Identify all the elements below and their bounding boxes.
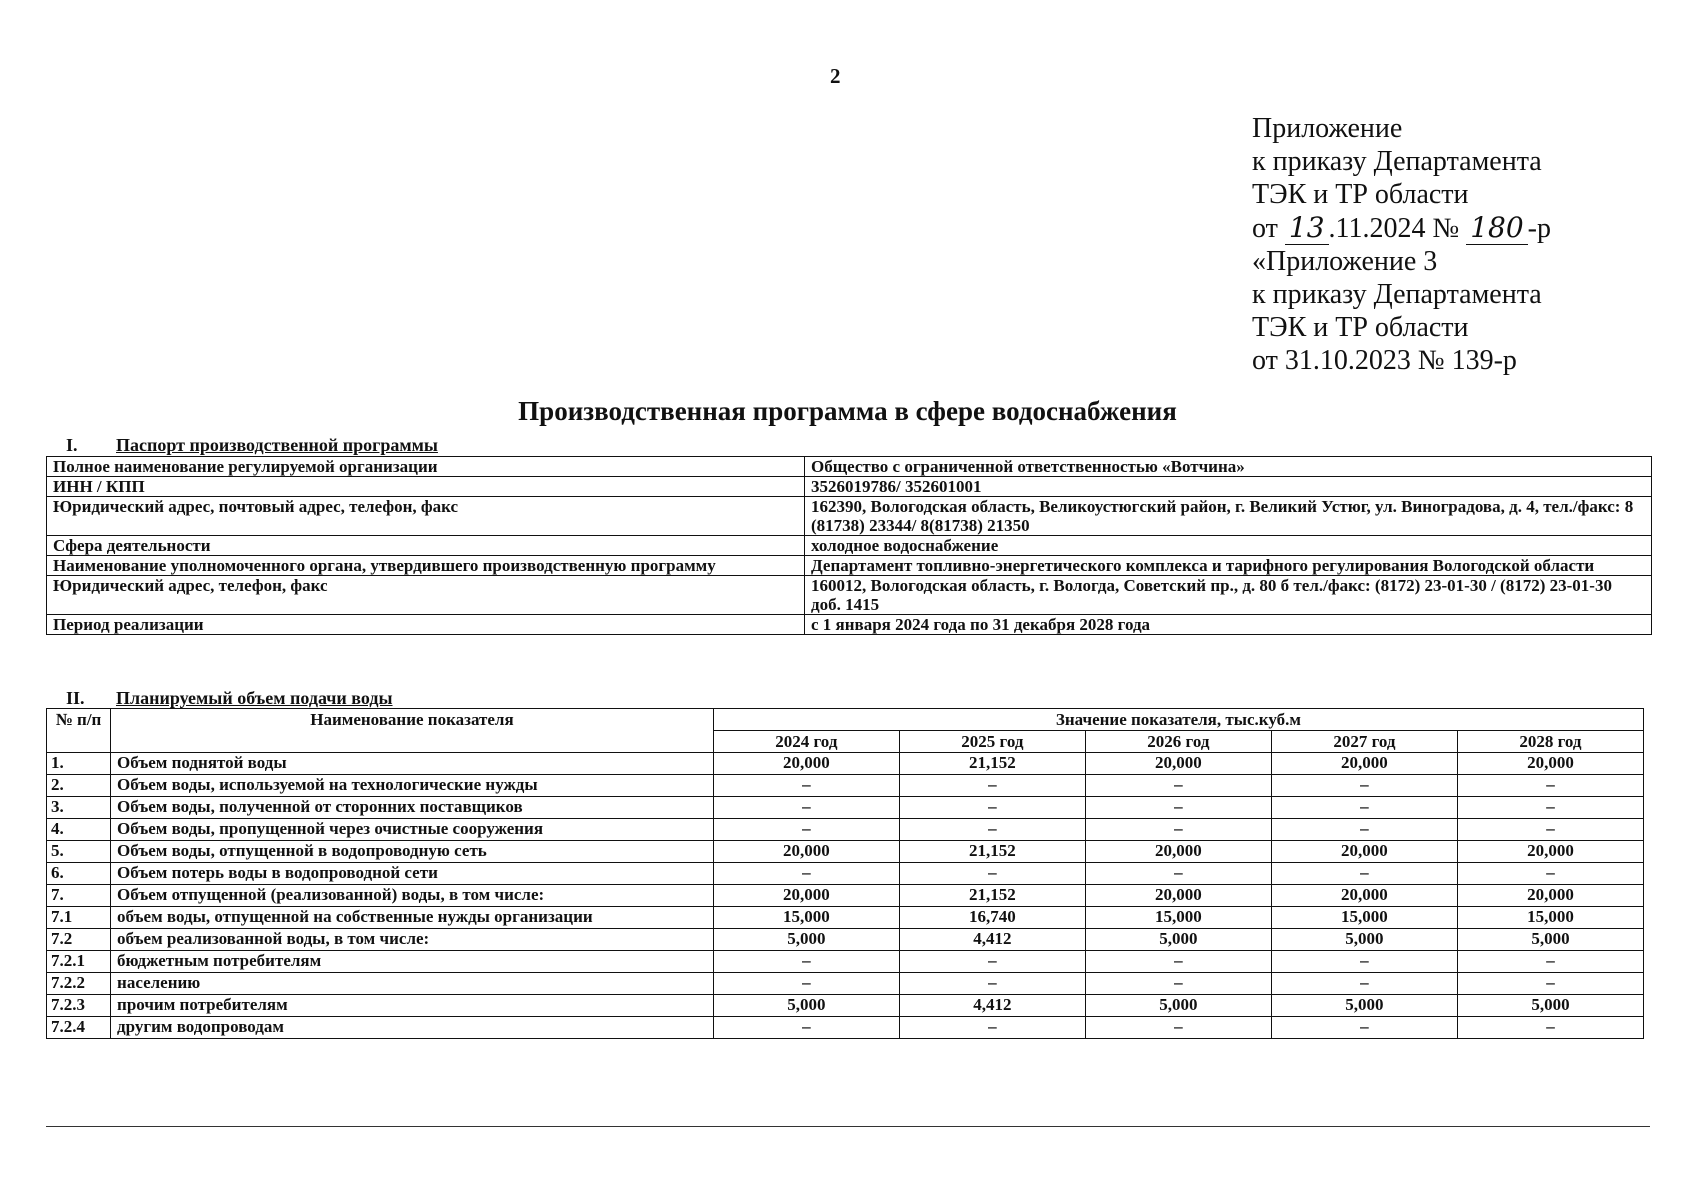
table-row: [47, 929, 1644, 951]
row-name: Объем отпущенной (реализованной) воды, в том числе:: [111, 885, 714, 907]
value-cell: 20,000: [1085, 753, 1271, 775]
row-name: объем воды, отпущенной на собственные нужды организации: [111, 907, 714, 929]
value-cell: –: [1271, 863, 1457, 885]
row-number: 3.: [47, 797, 111, 819]
value-cell: –: [1085, 819, 1271, 841]
value-cell: –: [899, 951, 1085, 973]
annex-line: Приложение: [1252, 113, 1403, 144]
water-volume-table: [46, 708, 1644, 1039]
row-name: Объем воды, отпущенной в водопроводную сеть: [111, 841, 714, 863]
value-cell: –: [899, 797, 1085, 819]
annex-line: к приказу Департамента: [1252, 146, 1542, 177]
row-number: 7.2.4: [47, 1017, 111, 1039]
value-cell: –: [1271, 973, 1457, 995]
annex-line: от 31.10.2023 № 139-р: [1252, 345, 1517, 376]
value-cell: –: [1457, 1017, 1643, 1039]
passport-value: холодное водоснабжение: [805, 536, 1652, 556]
value-cell: 4,412: [899, 995, 1085, 1017]
value-cell: 5,000: [1085, 929, 1271, 951]
column-header-year: 2027 год: [1271, 731, 1457, 753]
column-header-group: Значение показателя, тыс.куб.м: [713, 709, 1643, 731]
table-row: [47, 863, 1644, 885]
value-cell: 5,000: [1271, 995, 1457, 1017]
value-cell: 16,740: [899, 907, 1085, 929]
value-cell: 21,152: [899, 885, 1085, 907]
value-cell: –: [1457, 951, 1643, 973]
value-cell: 20,000: [1085, 885, 1271, 907]
annex-line: к приказу Департамента: [1252, 279, 1542, 310]
annex-line: «Приложение 3: [1252, 246, 1438, 277]
value-cell: –: [899, 973, 1085, 995]
value-cell: –: [1085, 1017, 1271, 1039]
passport-value: 3526019786/ 352601001: [805, 477, 1652, 497]
row-name: объем реализованной воды, в том числе:: [111, 929, 714, 951]
column-header-year: 2028 год: [1457, 731, 1643, 753]
value-cell: 20,000: [713, 841, 899, 863]
value-cell: 15,000: [1457, 907, 1643, 929]
row-number: 7.1: [47, 907, 111, 929]
column-header-year: 2025 год: [899, 731, 1085, 753]
value-cell: 21,152: [899, 841, 1085, 863]
table-row: [47, 753, 1644, 775]
value-cell: –: [1085, 775, 1271, 797]
table-row: [47, 951, 1644, 973]
order-prefix: от: [1252, 213, 1278, 244]
footer-divider: [46, 1126, 1650, 1127]
value-cell: –: [1085, 951, 1271, 973]
value-cell: –: [1271, 775, 1457, 797]
row-number: 7.: [47, 885, 111, 907]
order-day-handwritten: 13: [1285, 211, 1329, 245]
value-cell: 20,000: [1271, 841, 1457, 863]
value-cell: –: [899, 775, 1085, 797]
value-cell: 20,000: [713, 753, 899, 775]
value-cell: –: [1085, 863, 1271, 885]
section-title: Паспорт производственной программы: [116, 435, 438, 455]
value-cell: –: [713, 819, 899, 841]
value-cell: 5,000: [1271, 929, 1457, 951]
value-cell: 5,000: [1085, 995, 1271, 1017]
value-cell: –: [1457, 775, 1643, 797]
value-cell: 20,000: [1457, 885, 1643, 907]
annex-block: [1252, 112, 1551, 377]
value-cell: 5,000: [1457, 929, 1643, 951]
passport-row: [47, 536, 1652, 556]
section-heading-passport: [66, 435, 438, 456]
value-cell: –: [899, 819, 1085, 841]
passport-label: Юридический адрес, почтовый адрес, телефон, факс: [47, 497, 805, 536]
passport-row: [47, 615, 1652, 635]
value-cell: 15,000: [713, 907, 899, 929]
value-cell: –: [713, 973, 899, 995]
value-cell: 5,000: [713, 929, 899, 951]
row-name: населению: [111, 973, 714, 995]
row-number: 7.2.2: [47, 973, 111, 995]
value-cell: –: [713, 1017, 899, 1039]
value-cell: 20,000: [1457, 841, 1643, 863]
value-cell: –: [1457, 797, 1643, 819]
order-date-rest: .11.2024 №: [1328, 213, 1460, 244]
passport-row: [47, 576, 1652, 615]
value-cell: –: [1457, 819, 1643, 841]
value-cell: 20,000: [1271, 753, 1457, 775]
document-title: Производственная программа в сфере водоснабжения: [518, 396, 1177, 426]
annex-line: ТЭК и ТР области: [1252, 312, 1469, 343]
table-row: [47, 797, 1644, 819]
row-name: Объем воды, полученной от сторонних поставщиков: [111, 797, 714, 819]
table-row: [47, 907, 1644, 929]
annex-order-line: [1252, 211, 1551, 245]
row-name: Объем воды, используемой на технологические нужды: [111, 775, 714, 797]
passport-label: ИНН / КПП: [47, 477, 805, 497]
value-cell: –: [1271, 1017, 1457, 1039]
value-cell: –: [899, 1017, 1085, 1039]
table-row: [47, 819, 1644, 841]
table-row: [47, 775, 1644, 797]
row-name: Объем воды, пропущенной через очистные сооружения: [111, 819, 714, 841]
passport-label: Наименование уполномоченного органа, утвердившего производственную программу: [47, 556, 805, 576]
value-cell: –: [1271, 819, 1457, 841]
value-cell: 4,412: [899, 929, 1085, 951]
section-number: II.: [66, 688, 85, 708]
value-cell: 15,000: [1271, 907, 1457, 929]
passport-label: Период реализации: [47, 615, 805, 635]
row-name: бюджетным потребителям: [111, 951, 714, 973]
passport-row: [47, 556, 1652, 576]
passport-value: с 1 января 2024 года по 31 декабря 2028 года: [805, 615, 1652, 635]
table-row: [47, 995, 1644, 1017]
row-number: 7.2.3: [47, 995, 111, 1017]
order-suffix: -р: [1527, 213, 1551, 244]
row-name: другим водопроводам: [111, 1017, 714, 1039]
value-cell: –: [713, 951, 899, 973]
row-number: 6.: [47, 863, 111, 885]
value-cell: –: [1085, 973, 1271, 995]
column-header-number: № п/п: [47, 709, 111, 753]
passport-value: 162390, Вологодская область, Великоустюгский район, г. Великий Устюг, ул. Виноградова, д. 4, тел./факс: 8 (81738) 23344/ 8(81738) 21350: [805, 497, 1652, 536]
row-name: прочим потребителям: [111, 995, 714, 1017]
value-cell: –: [899, 863, 1085, 885]
row-name: Объем поднятой воды: [111, 753, 714, 775]
passport-row: [47, 497, 1652, 536]
value-cell: 5,000: [713, 995, 899, 1017]
value-cell: 20,000: [1271, 885, 1457, 907]
passport-value: 160012, Вологодская область, г. Вологда, Советский пр., д. 80 б тел./факс: (8172) 23-01-30 / (8172) 23-01-30 доб. 1415: [805, 576, 1652, 615]
order-number-handwritten: 180: [1466, 211, 1527, 245]
value-cell: –: [713, 797, 899, 819]
value-cell: 20,000: [1085, 841, 1271, 863]
section-heading-volume: [66, 688, 393, 709]
table-row: [47, 973, 1644, 995]
value-cell: –: [1271, 797, 1457, 819]
passport-row: [47, 457, 1652, 477]
value-cell: –: [713, 775, 899, 797]
column-header-year: 2024 год: [713, 731, 899, 753]
row-number: 2.: [47, 775, 111, 797]
row-number: 1.: [47, 753, 111, 775]
table-row: [47, 1017, 1644, 1039]
value-cell: –: [1271, 951, 1457, 973]
table-row: [47, 885, 1644, 907]
passport-label: Полное наименование регулируемой организации: [47, 457, 805, 477]
section-number: I.: [66, 435, 78, 455]
page-number: 2: [830, 64, 841, 88]
value-cell: –: [1457, 973, 1643, 995]
value-cell: 20,000: [1457, 753, 1643, 775]
row-name: Объем потерь воды в водопроводной сети: [111, 863, 714, 885]
passport-table: [46, 456, 1652, 635]
value-cell: –: [713, 863, 899, 885]
row-number: 7.2: [47, 929, 111, 951]
value-cell: 20,000: [713, 885, 899, 907]
row-number: 4.: [47, 819, 111, 841]
row-number: 7.2.1: [47, 951, 111, 973]
table-row: [47, 841, 1644, 863]
column-header-name: Наименование показателя: [111, 709, 714, 753]
value-cell: 21,152: [899, 753, 1085, 775]
value-cell: –: [1457, 863, 1643, 885]
passport-value: Общество с ограниченной ответственностью «Вотчина»: [805, 457, 1652, 477]
passport-value: Департамент топливно-энергетического комплекса и тарифного регулирования Вологодской области: [805, 556, 1652, 576]
passport-row: [47, 477, 1652, 497]
row-number: 5.: [47, 841, 111, 863]
passport-label: Сфера деятельности: [47, 536, 805, 556]
column-header-year: 2026 год: [1085, 731, 1271, 753]
value-cell: 5,000: [1457, 995, 1643, 1017]
passport-label: Юридический адрес, телефон, факс: [47, 576, 805, 615]
section-title: Планируемый объем подачи воды: [116, 688, 393, 708]
value-cell: 15,000: [1085, 907, 1271, 929]
annex-line: ТЭК и ТР области: [1252, 179, 1469, 210]
value-cell: –: [1085, 797, 1271, 819]
